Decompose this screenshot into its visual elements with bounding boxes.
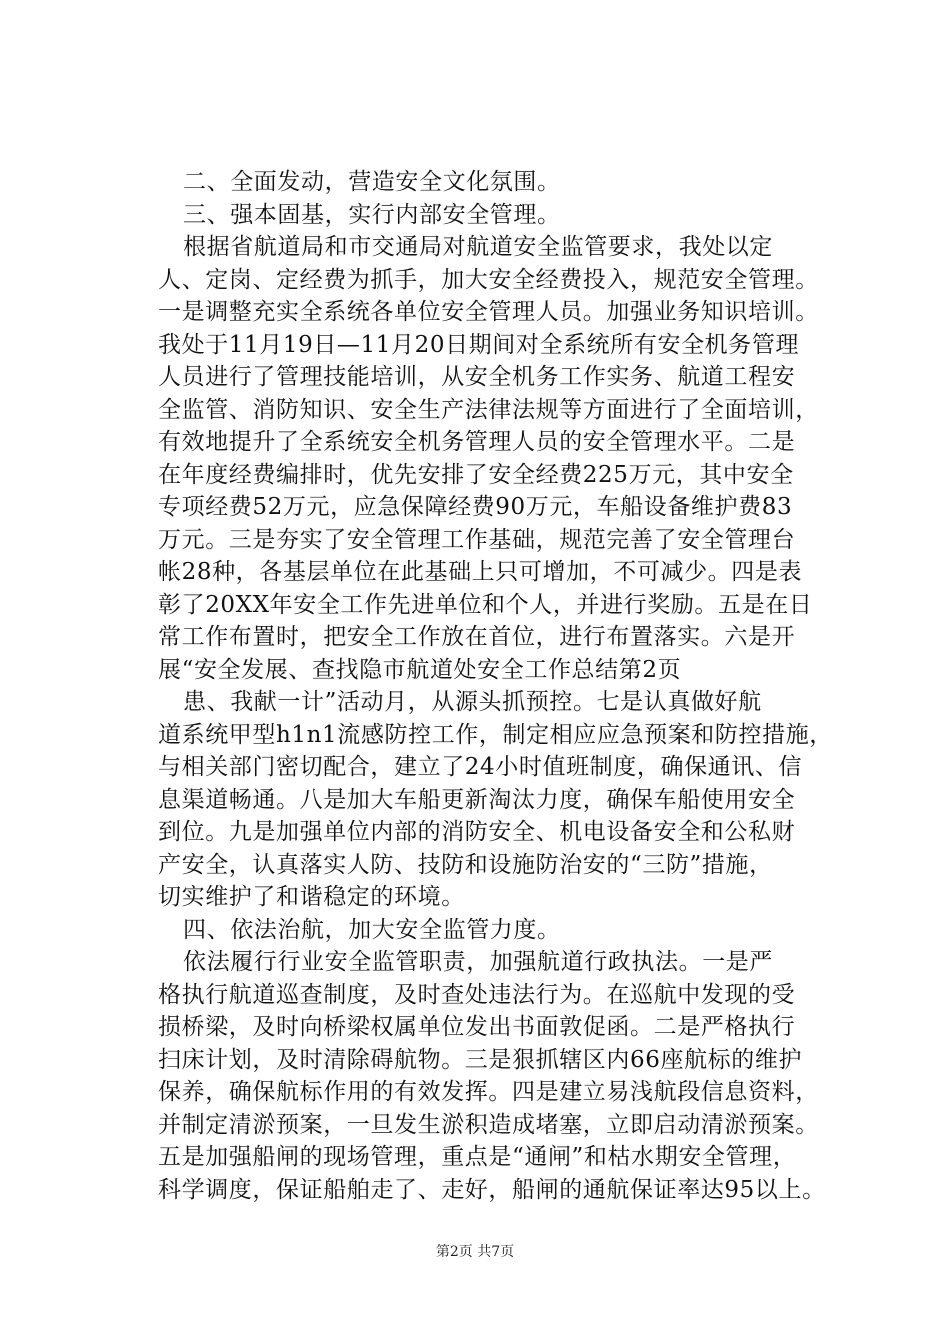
paragraph-line: 息渠道畅通。八是加大车船更新淘汰力度，确保车船使用安全 xyxy=(158,786,796,813)
paragraph-line: 一是调整充实全系统各单位安全管理人员。加强业务知识培训。 xyxy=(158,299,819,325)
paragraph-line: 患、我献一计”活动月，从源头抓预控。七是认真做好航 xyxy=(183,689,762,715)
paragraph-line: 展“安全发展、查找隐市航道处安全工作总结第2页 xyxy=(158,656,682,683)
paragraph-line: 扫床计划，及时清除碍航物。三是狠抓辖区内66座航标的维护 xyxy=(158,1046,803,1073)
paragraph-line: 人、定岗、定经费为抓手，加大安全经费投入，规范安全管理。 xyxy=(158,266,819,293)
paragraph-line: 专项经费52万元，应急保障经费90万元，车船设备维护费83 xyxy=(158,494,793,520)
body-text xyxy=(158,166,858,1206)
paragraph-line: 有效地提升了全系统安全机务管理人员的安全管理水平。二是 xyxy=(158,429,796,455)
paragraph-line: 科学调度，保证船舶走了、走好，船闸的通航保证率达95以上。 xyxy=(158,1176,826,1203)
paragraph-line: 彰了20XX年安全工作先进单位和个人，并进行奖励。五是在日 xyxy=(158,591,813,618)
paragraph-line: 我处于11月19日—11月20日期间对全系统所有安全机务管理 xyxy=(158,331,800,358)
section-heading: 二、全面发动，营造安全文化氛围。 xyxy=(183,169,561,195)
paragraph-line: 切实维护了和谐稳定的环境。 xyxy=(158,884,465,910)
paragraph-line: 万元。三是夯实了安全管理工作基础，规范完善了安全管理台 xyxy=(158,526,796,553)
paragraph-line: 根据省航道局和市交通局对航道安全监管要求，我处以定 xyxy=(183,234,773,260)
paragraph-line: 在年度经费编排时，优先安排了安全经费225万元，其中安全 xyxy=(158,461,794,488)
paragraph-line: 产安全，认真落实人防、技防和设施防治安的“三防”措施， xyxy=(158,851,773,878)
paragraph-line: 道系统甲型h1n1流感防控工作，制定相应应急预案和防控措施， xyxy=(158,721,833,748)
paragraph-line: 全监管、消防知识、安全生产法律法规等方面进行了全面培训， xyxy=(158,396,819,423)
paragraph-line: 并制定清淤预案，一旦发生淤积造成堵塞，立即启动清淤预案。 xyxy=(158,1111,819,1138)
paragraph-line: 损桥梁，及时向桥梁权属单位发出书面敦促函。二是严格执行 xyxy=(158,1014,796,1040)
paragraph-line: 常工作布置时，把安全工作放在首位，进行布置落实。六是开 xyxy=(158,624,796,650)
paragraph-line: 保养，确保航标作用的有效发挥。四是建立易浅航段信息资料， xyxy=(158,1079,819,1105)
paragraph-line: 五是加强船闸的现场管理，重点是“通闸”和枯水期安全管理， xyxy=(158,1144,797,1170)
paragraph-line: 帐28种，各基层单位在此基础上只可增加，不可减少。四是表 xyxy=(158,559,803,585)
page-number-footer: 第2页 共7页 xyxy=(435,1244,515,1260)
section-heading: 四、依法治航，加大安全监管力度。 xyxy=(183,916,561,943)
paragraph-line: 依法履行行业安全监管职责，加强航道行政执法。一是严 xyxy=(183,949,773,975)
paragraph-line: 与相关部门密切配合，建立了24小时值班制度，确保通讯、信 xyxy=(158,754,803,780)
paragraph-line: 到位。九是加强单位内部的消防安全、机电设备安全和公私财 xyxy=(158,819,796,845)
paragraph-line: 人员进行了管理技能培训，从安全机务工作实务、航道工程安 xyxy=(158,364,796,390)
paragraph-line: 格执行航道巡查制度，及时查处违法行为。在巡航中发现的受 xyxy=(158,981,796,1008)
section-heading: 三、强本固基，实行内部安全管理。 xyxy=(183,201,561,228)
